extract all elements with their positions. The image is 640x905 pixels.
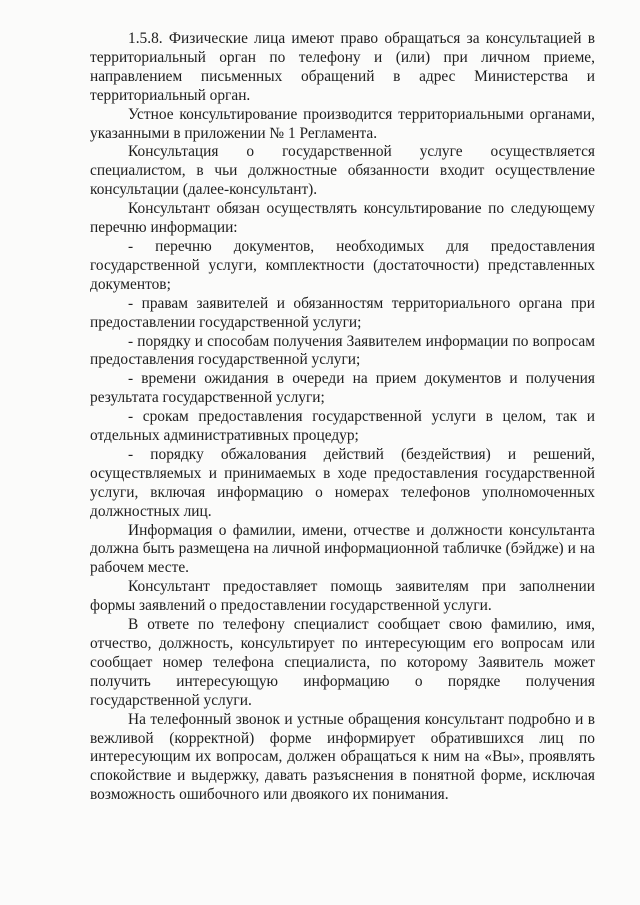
- document-body: [90, 30, 595, 805]
- list-item-rights: - правам заявителей и обязанностям территориального органа при предоставлении государственной услуги;: [90, 294, 595, 331]
- paragraph-form-assistance: Консультант предоставляет помощь заявителям при заполнении формы заявлений о предоставлении государственной услуги.: [90, 578, 595, 615]
- paragraph-phone-answer: В ответе по телефону специалист сообщает свою фамилию, имя, отчество, должность, консультирует по интересующим его вопросам или сообщает номер телефона специалиста, по которому Заявитель может получить интересующую информацию о порядке получения государственной услуги.: [90, 616, 595, 709]
- paragraph-oral-consulting: Устное консультирование производится территориальными органами, указанными в приложении № 1 Регламента.: [90, 105, 595, 142]
- paragraph-consultant-obliged: Консультант обязан осуществлять консультирование по следующему перечню информации:: [90, 200, 595, 237]
- paragraph-badge-info: Информация о фамилии, имени, отчестве и должности консультанта должна быть размещена на личной информационной табличке (бэйдже) и на рабочем месте.: [90, 521, 595, 577]
- paragraph-1-5-8: 1.5.8. Физические лица имеют право обращаться за консультацией в территориальный орган по телефону и (или) при личном приеме, направлением письменных обращений в адрес Министерства и территориальный орган.: [90, 30, 595, 104]
- list-item-waiting-time: - времени ожидания в очереди на прием документов и получения результата государственной услуги;: [90, 370, 595, 407]
- paragraph-phone-etiquette: На телефонный звонок и устные обращения консультант подробно и в вежливой (корректной) форме информирует обратившихся лиц по интересующим их вопросам, должен обращаться к ним на «Вы», проявлять спокойствие и выдержку, давать разъяснения в понятной форме, исключая возможность ошибочного или двоякого их понимания.: [90, 710, 595, 804]
- list-item-appeal: - порядку обжалования действий (бездействия) и решений, осуществляемых и принимаемых в ходе предоставления государственной услуги, включая информацию о номерах телефонов уполномоченных должностных лиц.: [90, 445, 595, 520]
- paragraph-consultation-specialist: Консультация о государственной услуге осуществляется специалистом, в чьи должностные обязанности входит осуществление консультации (далее-консультант).: [90, 143, 595, 199]
- list-item-procedure: - порядку и способам получения Заявителем информации по вопросам предоставления государственной услуги;: [90, 332, 595, 369]
- list-item-documents: - перечню документов, необходимых для предоставления государственной услуги, комплектности (достаточности) представленных документов;: [90, 237, 595, 293]
- list-item-deadlines: - срокам предоставления государственной услуги в целом, так и отдельных административных процедур;: [90, 408, 595, 445]
